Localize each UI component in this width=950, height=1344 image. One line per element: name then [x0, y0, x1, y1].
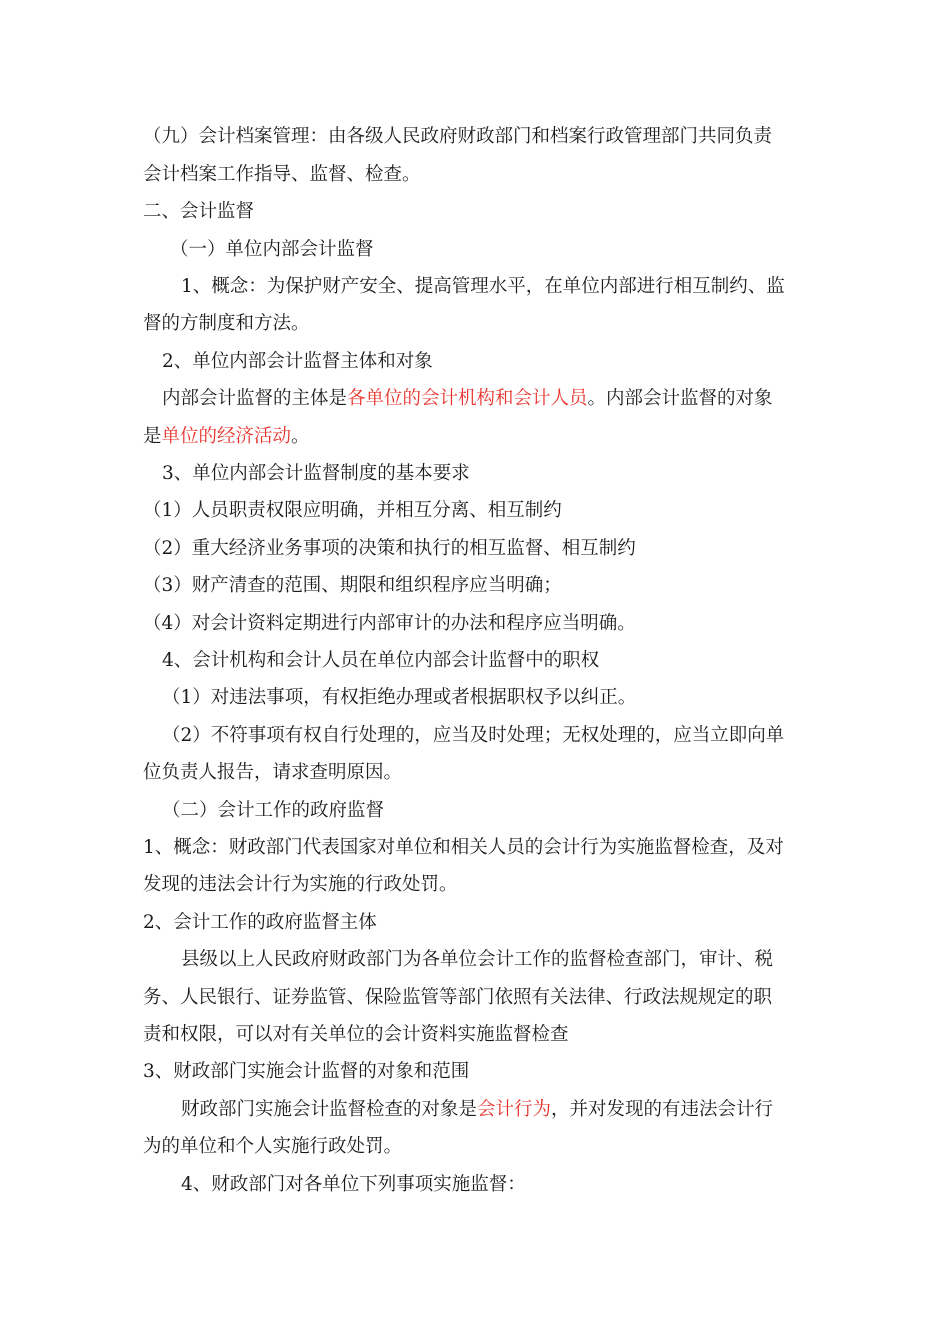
- text-line: 2、单位内部会计监督主体和对象: [162, 351, 433, 372]
- text-line: 1、概念：财政部门代表国家对单位和相关人员的会计行为实施监督检查，及对: [143, 837, 784, 858]
- text-line: （九）会计档案管理：由各级人民政府财政部门和档案行政管理部门共同负责: [143, 126, 773, 147]
- text-line: 2、会计工作的政府监督主体: [143, 912, 377, 933]
- text-line: 会计档案工作指导、监督、检查。: [143, 164, 421, 185]
- text-line: 3、单位内部会计监督制度的基本要求: [162, 463, 470, 484]
- list-item: （1）人员职责权限应明确，并相互分离、相互制约: [143, 500, 562, 521]
- text-line: 务、人民银行、证券监管、保险监管等部门依照有关法律、行政法规规定的职: [143, 987, 773, 1008]
- highlighted-text: 各单位的会计机构和会计人员: [347, 388, 588, 409]
- list-item: （2）重大经济业务事项的决策和执行的相互监督、相互制约: [143, 538, 636, 559]
- text-line: 责和权限，可以对有关单位的会计资料实施监督检查: [143, 1024, 569, 1045]
- text-line: 位负责人报告，请求查明原因。: [143, 762, 403, 783]
- text-line: [181, 1097, 773, 1123]
- text-line: [143, 424, 310, 450]
- text-line: 1、概念：为保护财产安全、提高管理水平，在单位内部进行相互制约、监: [181, 276, 785, 297]
- text-line: 为的单位和个人实施行政处罚。: [143, 1136, 403, 1157]
- text-line: 发现的违法会计行为实施的行政处罚。: [143, 874, 458, 895]
- list-item: （4）对会计资料定期进行内部审计的办法和程序应当明确。: [143, 613, 636, 634]
- text-line: 4、会计机构和会计人员在单位内部会计监督中的职权: [162, 650, 600, 671]
- highlighted-text: 会计行为: [477, 1099, 552, 1120]
- text-span: 。: [291, 426, 310, 447]
- highlighted-text: 单位的经济活动: [161, 426, 292, 447]
- text-line: 3、财政部门实施会计监督的对象和范围: [143, 1061, 470, 1082]
- section-heading: 二、会计监督: [143, 201, 255, 222]
- subsection-heading: （一）单位内部会计监督: [170, 239, 374, 260]
- text-line: [162, 386, 773, 412]
- text-span: 。内部会计监督的对象: [587, 388, 773, 409]
- list-item: （1）对违法事项，有权拒绝办理或者根据职权予以纠正。: [162, 687, 637, 708]
- text-span: 财政部门实施会计监督检查的对象是: [181, 1099, 478, 1120]
- text-line: 县级以上人民政府财政部门为各单位会计工作的监督检查部门，审计、税: [181, 949, 774, 970]
- list-item: （2）不符事项有权自行处理的，应当及时处理；无权处理的，应当立即向单: [162, 725, 785, 746]
- text-span: ，并对发现的有违法会计行: [551, 1099, 774, 1120]
- text-line: 4、财政部门对各单位下列事项实施监督：: [181, 1174, 526, 1195]
- text-line: 督的方制度和方法。: [143, 313, 310, 334]
- text-span: 内部会计监督的主体是: [162, 388, 348, 409]
- text-span: 是: [143, 426, 162, 447]
- subsection-heading: （二）会计工作的政府监督: [162, 800, 385, 821]
- list-item: （3）财产清查的范围、期限和组织程序应当明确；: [143, 575, 562, 596]
